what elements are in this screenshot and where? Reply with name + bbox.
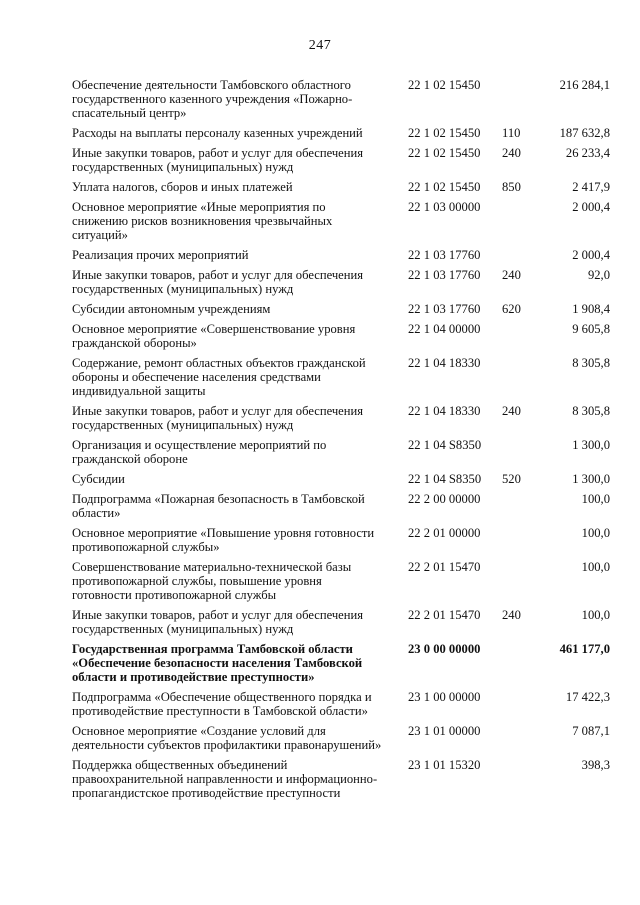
row-amount: 100,0	[581, 560, 610, 574]
row-code: 22 2 01 15470	[408, 608, 481, 622]
row-expense-type: 240	[502, 146, 521, 160]
table-row	[72, 438, 610, 466]
table-row	[72, 690, 610, 718]
row-amount: 17 422,3	[565, 690, 610, 704]
table-row	[72, 472, 610, 486]
row-amount: 2 417,9	[572, 180, 610, 194]
row-expense-type: 850	[502, 180, 521, 194]
row-code: 23 0 00 00000	[408, 642, 481, 656]
table-row	[72, 268, 610, 296]
row-code: 22 1 02 15450	[408, 146, 481, 160]
row-amount: 216 284,1	[559, 78, 610, 92]
row-code: 22 1 03 17760	[408, 268, 481, 282]
table-row	[72, 356, 610, 398]
table-row	[72, 492, 610, 520]
row-amount: 1 300,0	[572, 472, 610, 486]
row-code: 23 1 01 00000	[408, 724, 481, 738]
budget-table	[72, 78, 610, 806]
row-code: 23 1 01 15320	[408, 758, 481, 772]
table-row	[72, 248, 610, 262]
row-name: Реализация прочих мероприятий	[72, 248, 249, 262]
row-name: Иные закупки товаров, работ и услуг для обеспечения государственных (муниципальных) нужд	[72, 268, 364, 296]
row-code: 22 1 04 18330	[408, 356, 481, 370]
row-name: Субсидии	[72, 472, 125, 486]
row-expense-type: 240	[502, 268, 521, 282]
row-expense-type: 520	[502, 472, 521, 486]
row-amount: 2 000,4	[572, 200, 610, 214]
row-amount: 7 087,1	[572, 724, 610, 738]
row-amount: 1 300,0	[572, 438, 610, 452]
table-row	[72, 404, 610, 432]
row-code: 22 2 01 15470	[408, 560, 481, 574]
row-code: 22 1 04 S8350	[408, 438, 482, 452]
row-name: Обеспечение деятельности Тамбовского областного государственного казенного учреждения «Пожарно-спасательный центр»	[72, 78, 353, 120]
row-amount: 398,3	[581, 758, 610, 772]
row-amount: 100,0	[581, 608, 610, 622]
table-row	[72, 126, 610, 140]
table-row	[72, 560, 610, 602]
row-name: Подпрограмма «Пожарная безопасность в Тамбовской области»	[72, 492, 365, 520]
row-code: 22 1 04 18330	[408, 404, 481, 418]
row-amount: 8 305,8	[572, 356, 610, 370]
row-code: 22 1 04 00000	[408, 322, 481, 336]
row-amount: 8 305,8	[572, 404, 610, 418]
row-code: 22 1 03 17760	[408, 302, 481, 316]
row-amount: 187 632,8	[559, 126, 610, 140]
row-code: 22 2 00 00000	[408, 492, 481, 506]
row-code: 22 2 01 00000	[408, 526, 481, 540]
row-amount: 1 908,4	[572, 302, 610, 316]
row-code: 22 1 02 15450	[408, 180, 481, 194]
row-name: Иные закупки товаров, работ и услуг для обеспечения государственных (муниципальных) нужд	[72, 146, 364, 174]
table-row	[72, 146, 610, 174]
table-row	[72, 78, 610, 120]
row-amount: 100,0	[581, 492, 610, 506]
row-name: Основное мероприятие «Создание условий для деятельности субъектов профилактики правонарушений»	[72, 724, 382, 752]
row-expense-type: 240	[502, 608, 521, 622]
row-name: Совершенствование материально-технической базы противопожарной службы, повышение уровня готовности противопожарной службы	[72, 560, 352, 602]
row-name: Организация и осуществление мероприятий по гражданской обороне	[72, 438, 327, 466]
row-expense-type: 240	[502, 404, 521, 418]
row-amount: 9 605,8	[572, 322, 610, 336]
row-name: Иные закупки товаров, работ и услуг для обеспечения государственных (муниципальных) нужд	[72, 608, 364, 636]
row-code: 22 1 02 15450	[408, 78, 481, 92]
table-row	[72, 642, 610, 684]
row-expense-type: 620	[502, 302, 521, 316]
row-expense-type: 110	[502, 126, 521, 140]
row-amount: 92,0	[587, 268, 610, 282]
row-code: 22 1 02 15450	[408, 126, 481, 140]
row-name: Подпрограмма «Обеспечение общественного порядка и противодействие преступности в Тамбовской области»	[72, 690, 372, 718]
row-code: 22 1 03 00000	[408, 200, 481, 214]
row-name: Субсидии автономным учреждениям	[72, 302, 271, 316]
row-name: Основное мероприятие «Совершенствование уровня гражданской обороны»	[72, 322, 356, 350]
row-name: Расходы на выплаты персоналу казенных учреждений	[72, 126, 363, 140]
row-name: Иные закупки товаров, работ и услуг для обеспечения государственных (муниципальных) нужд	[72, 404, 364, 432]
table-row	[72, 758, 610, 800]
row-name: Содержание, ремонт областных объектов гражданской обороны и обеспечение населения средствами индивидуальной защиты	[72, 356, 366, 398]
row-amount: 461 177,0	[559, 642, 610, 656]
table-row	[72, 322, 610, 350]
table-row	[72, 200, 610, 242]
table-row	[72, 608, 610, 636]
row-amount: 26 233,4	[565, 146, 610, 160]
row-code: 22 1 03 17760	[408, 248, 481, 262]
table-row	[72, 302, 610, 316]
table-row	[72, 526, 610, 554]
row-name: Основное мероприятие «Повышение уровня готовности противопожарной службы»	[72, 526, 375, 554]
table-row	[72, 180, 610, 194]
row-name: Уплата налогов, сборов и иных платежей	[72, 180, 293, 194]
row-amount: 2 000,4	[572, 248, 610, 262]
row-name: Поддержка общественных объединений правоохранительной направленности и информационно-пропагандистское противодействие преступности	[72, 758, 378, 800]
page-number: 247	[308, 38, 332, 53]
table-row	[72, 724, 610, 752]
row-code: 23 1 00 00000	[408, 690, 481, 704]
row-name: Государственная программа Тамбовской области «Обеспечение безопасности населения Тамбовской области и противодействие преступности»	[72, 642, 363, 684]
row-amount: 100,0	[581, 526, 610, 540]
row-code: 22 1 04 S8350	[408, 472, 482, 486]
row-name: Основное мероприятие «Иные мероприятия по снижению рисков возникновения чрезвычайных ситуаций»	[72, 200, 333, 242]
